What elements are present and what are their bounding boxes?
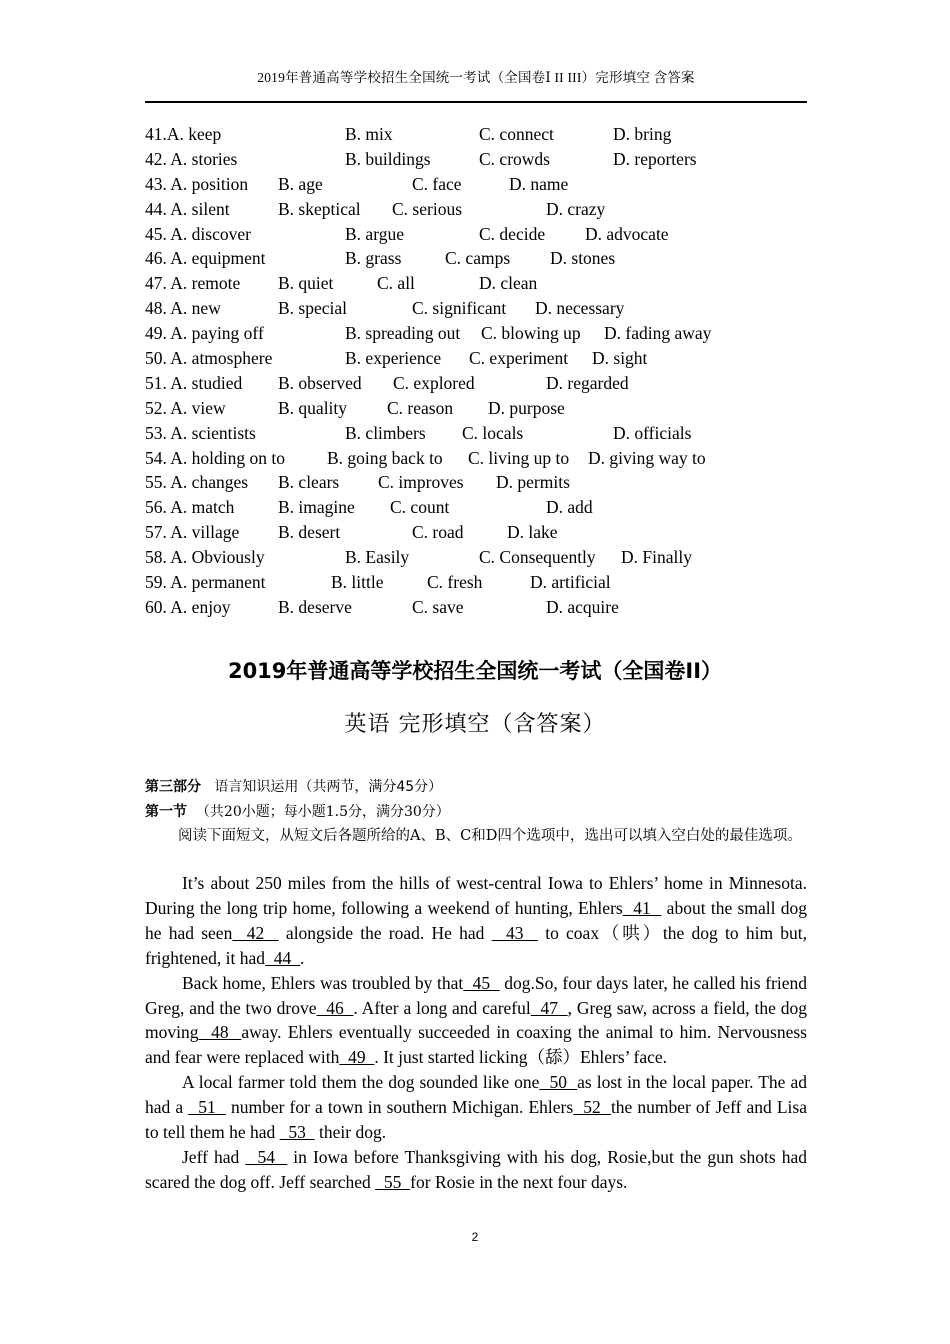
answer-options-list — [145, 124, 807, 622]
option-d: D. officials — [613, 422, 692, 443]
option-a: 43. A. position — [145, 173, 249, 194]
passage-text: alongside the road. He had — [278, 922, 492, 943]
option-d: D. necessary — [535, 298, 625, 319]
cloze-blank: 44 — [265, 947, 301, 968]
option-c: C. crowds — [479, 148, 550, 169]
option-a: 52. A. view — [145, 397, 226, 418]
passage-text: Jeff had — [182, 1146, 246, 1167]
option-b: B. experience — [345, 348, 442, 369]
passage-paragraph — [145, 1145, 807, 1195]
part-label: 第一节 — [145, 804, 187, 820]
page-number: 2 — [471, 1230, 479, 1244]
passage-text: A local farmer told them the dog sounded like one — [182, 1072, 540, 1093]
cloze-blank: 47 — [530, 997, 568, 1018]
option-a: 47. A. remote — [145, 273, 241, 294]
section-label: 第三部分 — [145, 779, 201, 795]
option-d: D. reporters — [613, 148, 697, 169]
option-b: B. argue — [345, 223, 404, 244]
option-a: 42. A. stories — [145, 148, 238, 169]
option-b: B. desert — [278, 522, 341, 543]
option-c: C. locals — [462, 422, 524, 443]
option-c: C. camps — [445, 248, 511, 269]
option-b: B. buildings — [345, 148, 431, 169]
cloze-blank: 53 — [279, 1122, 315, 1143]
option-c: C. significant — [412, 298, 507, 319]
option-a: 49. A. paying off — [145, 323, 264, 344]
option-row — [145, 597, 807, 622]
option-row — [145, 224, 807, 249]
option-d: D. add — [546, 497, 593, 518]
option-row — [145, 522, 807, 547]
option-c: C. road — [412, 522, 464, 543]
option-row — [145, 298, 807, 323]
passage-text: dog.So, four days later, he called his friend Greg, and the two drove — [145, 972, 808, 1018]
passage-text: away. Ehlers eventually succeeded in coaxing the animal to him. Nervousness and fear were replaced with — [145, 1022, 807, 1068]
option-a: 58. A. Obviously — [145, 547, 265, 568]
passage-text: It’s about 250 miles from the hills of west-central Iowa to Ehlers’ home in Minnesota. During the long trip home, following a weekend of hunting, Ehlers — [145, 873, 807, 918]
option-c: C. all — [377, 273, 415, 294]
cloze-blank: 42 — [232, 922, 279, 943]
option-c: C. improves — [378, 472, 464, 493]
option-row — [145, 572, 807, 597]
option-a: 51. A. studied — [145, 372, 243, 393]
option-d: D. sight — [592, 348, 648, 369]
option-d: D. name — [509, 173, 569, 194]
cloze-blank: 50 — [539, 1072, 578, 1093]
option-row — [145, 472, 807, 497]
option-c: C. count — [390, 497, 450, 518]
option-c: C. Consequently — [479, 547, 596, 568]
option-c: C. save — [412, 596, 464, 617]
passage-text: the number of Jeff and Lisa to tell them he had — [145, 1097, 808, 1143]
option-d: D. Finally — [621, 547, 692, 568]
cloze-blank: 46 — [316, 997, 354, 1018]
option-row — [145, 174, 807, 199]
cloze-blank: 45 — [463, 972, 500, 993]
option-d: D. fading away — [604, 323, 712, 344]
option-a: 55. A. changes — [145, 472, 249, 493]
option-d: D. acquire — [546, 596, 619, 617]
passage-text: in Iowa before Thanksgiving with his dog, Rosie,but the gun shots had scared the dog off. Jeff searched — [145, 1146, 808, 1192]
passage-text: to coax（哄）the dog to him but, frightened, it had — [145, 922, 808, 968]
option-row — [145, 448, 807, 473]
cloze-blank: 54 — [245, 1146, 288, 1167]
option-d: D. permits — [496, 472, 570, 493]
option-c: C. explored — [393, 372, 475, 393]
option-d: D. crazy — [546, 198, 606, 219]
option-b: B. quality — [278, 397, 348, 418]
option-d: D. artificial — [530, 572, 611, 593]
passage-text: their dog. — [314, 1122, 387, 1143]
exam-title: 2019年普通高等学校招生全国统一考试（全国卷II） — [227, 659, 723, 683]
cloze-passage — [145, 871, 807, 1195]
page-header: 2019年普通高等学校招生全国统一考试（全国卷Ⅰ II III）完形填空 含答案 — [257, 70, 695, 85]
option-c: C. living up to — [468, 447, 570, 468]
option-b: B. imagine — [278, 497, 355, 518]
option-b: B. quiet — [278, 273, 334, 294]
option-a: 41.A. keep — [145, 124, 222, 144]
option-c: C. decide — [479, 223, 546, 244]
option-row — [145, 497, 807, 522]
option-a: 54. A. holding on to — [145, 447, 286, 468]
option-a: 56. A. match — [145, 497, 235, 518]
option-b: B. Easily — [345, 547, 410, 568]
option-a: 48. A. new — [145, 298, 221, 319]
option-row — [145, 547, 807, 572]
header-divider — [145, 101, 807, 103]
option-a: 57. A. village — [145, 522, 240, 543]
passage-text: about the small dog he had seen — [145, 897, 807, 943]
instructions: 阅读下面短文，从短文后各题所给的A、B、C和D四个选项中，选出可以填入空白处的最佳选项。 — [178, 828, 802, 844]
cloze-blank: 52 — [573, 1097, 611, 1118]
cloze-blank: 41 — [622, 897, 662, 918]
option-row — [145, 398, 807, 423]
cloze-blank: 48 — [198, 1022, 242, 1043]
section-text: 语言知识运用（共两节，满分45分） — [214, 779, 443, 795]
cloze-blank: 51 — [188, 1097, 226, 1118]
passage-text: for Rosie in the next four days. — [410, 1171, 628, 1192]
option-b: B. spreading out — [345, 323, 461, 344]
option-d: D. giving way to — [588, 447, 706, 468]
option-d: D. stones — [550, 248, 616, 269]
option-b: B. skeptical — [278, 198, 361, 219]
option-row — [145, 423, 807, 448]
passage-text: Back home, Ehlers was troubled by that — [182, 972, 464, 993]
option-row — [145, 348, 807, 373]
part-heading — [145, 801, 450, 821]
passage-text: , Greg saw, across a field, the dog moving — [145, 997, 807, 1043]
option-a: 50. A. atmosphere — [145, 348, 273, 369]
option-d: D. regarded — [546, 372, 629, 393]
cloze-blank: 49 — [339, 1047, 375, 1068]
section-heading — [145, 776, 442, 796]
option-c: C. experiment — [469, 348, 569, 369]
option-b: B. grass — [345, 248, 402, 269]
option-row — [145, 199, 807, 224]
option-c: C. serious — [392, 198, 462, 219]
option-b: B. mix — [345, 124, 393, 144]
passage-text: . After a long and careful — [353, 997, 531, 1018]
option-c: C. face — [412, 173, 462, 194]
option-b: B. clears — [278, 472, 340, 493]
passage-paragraph — [145, 971, 807, 1071]
passage-paragraph — [145, 1070, 807, 1145]
option-c: C. fresh — [427, 572, 483, 593]
part-text: （共20小题；每小题1.5分，满分30分） — [195, 804, 450, 820]
option-d: D. advocate — [585, 223, 669, 244]
option-b: B. age — [278, 173, 323, 194]
option-b: B. going back to — [327, 447, 443, 468]
passage-text: . It just started licking（舔）Ehlers’ face. — [374, 1047, 668, 1068]
option-row — [145, 149, 807, 174]
passage-paragraph — [145, 871, 807, 971]
option-c: C. connect — [479, 124, 554, 144]
option-d: D. bring — [613, 124, 672, 144]
option-a: 45. A. discover — [145, 223, 251, 244]
option-row — [145, 373, 807, 398]
option-row — [145, 323, 807, 348]
passage-text: as lost in the local paper. The ad had a — [145, 1072, 808, 1118]
option-a: 59. A. permanent — [145, 572, 266, 593]
option-b: B. special — [278, 298, 348, 319]
option-b: B. climbers — [345, 422, 426, 443]
option-d: D. purpose — [488, 397, 565, 418]
option-b: B. observed — [278, 372, 362, 393]
cloze-blank: 55 — [375, 1171, 411, 1192]
option-row — [145, 248, 807, 273]
cloze-blank: 43 — [491, 922, 538, 943]
option-c: C. reason — [387, 397, 454, 418]
option-b: B. little — [331, 572, 384, 593]
option-a: 46. A. equipment — [145, 248, 266, 269]
option-c: C. blowing up — [481, 323, 581, 344]
option-row — [145, 273, 807, 298]
option-d: D. clean — [479, 273, 538, 294]
option-a: 53. A. scientists — [145, 422, 256, 443]
option-d: D. lake — [507, 522, 558, 543]
option-a: 44. A. silent — [145, 198, 230, 219]
passage-text: number for a town in southern Michigan. Ehlers — [225, 1097, 574, 1118]
option-row — [145, 124, 807, 149]
option-a: 60. A. enjoy — [145, 596, 231, 617]
exam-subtitle: 英语 完形填空（含答案） — [344, 712, 606, 737]
passage-text: . — [300, 947, 305, 968]
option-b: B. deserve — [278, 596, 352, 617]
